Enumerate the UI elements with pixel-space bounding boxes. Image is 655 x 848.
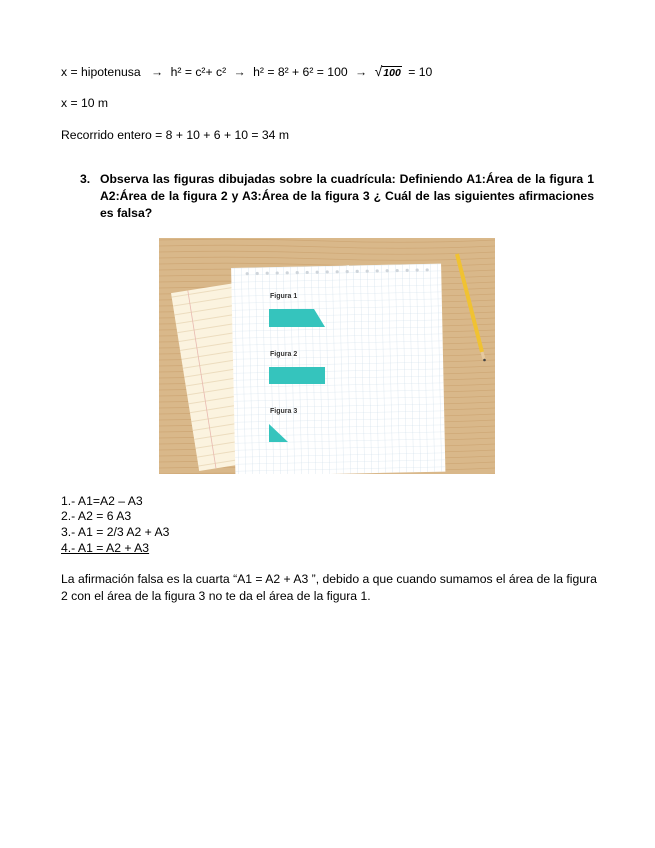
recorrido-line: Recorrido entero = 8 + 10 + 6 + 10 = 34 m — [61, 128, 289, 142]
formula-line — [61, 64, 432, 80]
question-number: 3. — [80, 172, 91, 186]
question-3 — [80, 171, 594, 222]
grid-paper — [231, 264, 445, 474]
question-text: Observa las figuras dibujadas sobre la cuadrícula: Definiendo A1:Área de la figura 1 A2:Área de la figura 2 y A3:Área de la figura 3 ¿ Cuál de las siguientes afirmaciones es falsa? — [100, 172, 594, 220]
formula-step1: h² = c²+ c² — [170, 65, 227, 79]
formula-lhs: x = hipotenusa — [61, 65, 141, 79]
radicand: 100 — [383, 67, 401, 79]
arrow-2: → — [233, 65, 246, 79]
formula-result: = 10 — [408, 65, 433, 79]
option-4: 4.- A1 = A2 + A3 — [61, 541, 150, 555]
arrow-3: → — [355, 65, 368, 79]
x-value: x = 10 m — [61, 96, 109, 110]
figura-2-rectangle — [269, 367, 325, 384]
radical-sign: √ — [374, 63, 383, 79]
grid-figures-image — [159, 238, 495, 474]
option-3: 3.- A1 = 2/3 A2 + A3 — [61, 525, 170, 539]
figura-3-label: Figura 3 — [270, 408, 298, 415]
square-root — [375, 64, 402, 80]
formula-step2: h² = 8² + 6² = 100 — [253, 65, 348, 79]
figura-2-label: Figura 2 — [270, 351, 298, 358]
option-1: 1.- A1=A2 – A3 — [61, 494, 143, 508]
option-2: 2.- A2 = 6 A3 — [61, 509, 132, 523]
answer-paragraph: La afirmación falsa es la cuarta “A1 = A2 + A3 ”, debido a que cuando sumamos el área de la figura 2 con el área de la figura 3 no te da el área de la figura 1. — [61, 572, 597, 603]
figura-1-label: Figura 1 — [270, 293, 298, 300]
arrow-1: → — [151, 65, 164, 79]
